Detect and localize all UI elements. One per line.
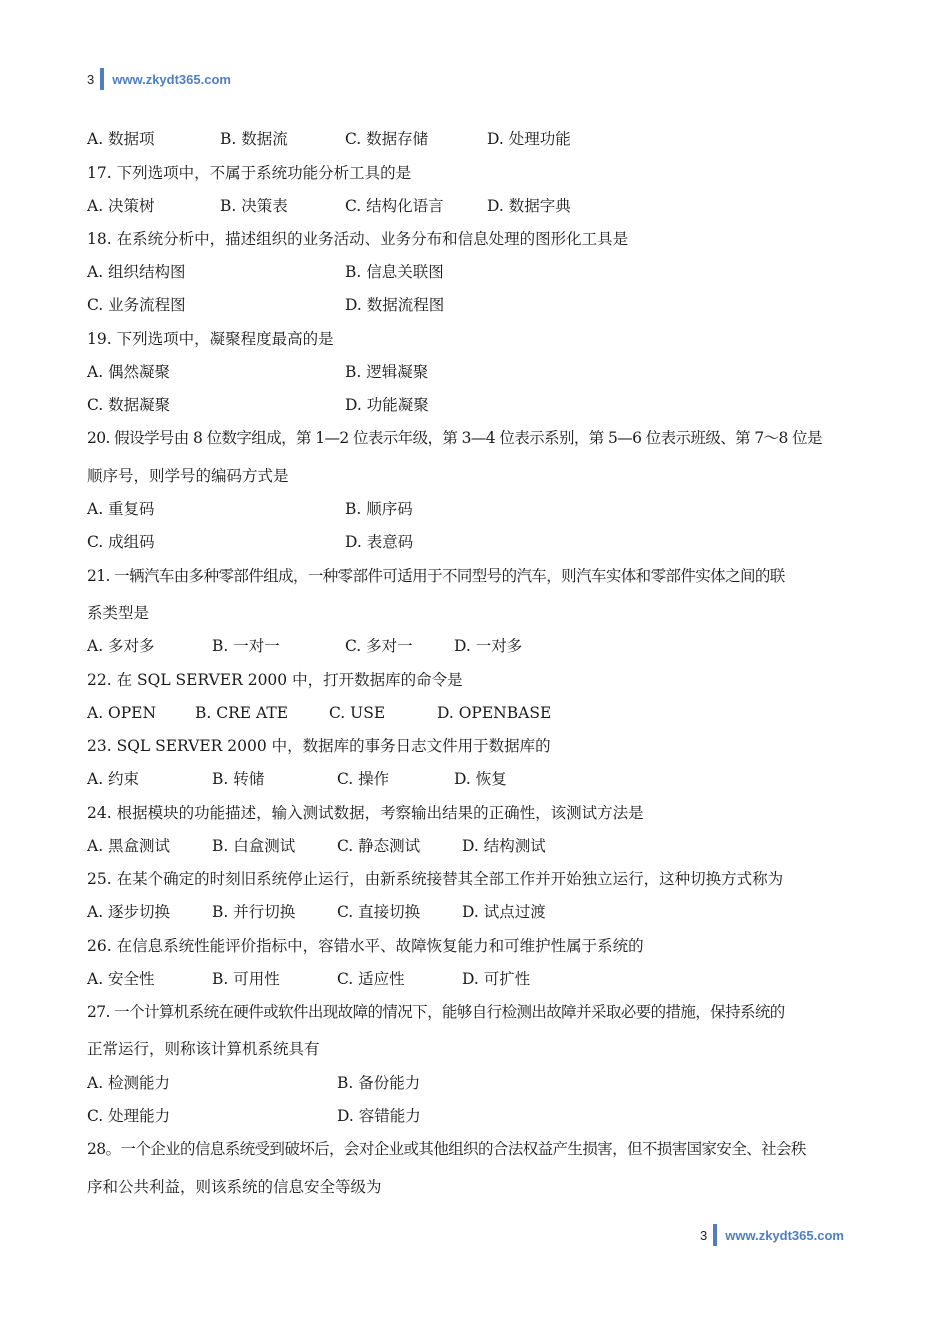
option-c: C. 数据凝聚 [87,396,171,414]
option-a: A. OPEN [87,704,157,722]
option-d: D. 可扩性 [462,970,531,988]
header-page-number: 3 [87,71,95,87]
option-a: A. 约束 [87,770,140,788]
option-b: B. 信息关联图 [345,263,444,281]
page-header [87,68,231,90]
option-a: A. 安全性 [87,970,155,988]
question-20-line2: 顺序号，则学号的编码方式是 [87,467,289,485]
option-d: D. 处理功能 [487,130,571,148]
option-c: C. 处理能力 [87,1107,171,1125]
option-b: B. 并行切换 [212,903,296,921]
option-c: C. 成组码 [87,533,155,551]
option-b: B. 数据流 [220,130,288,148]
option-d: D. 数据流程图 [345,296,445,314]
option-b: B. 逻辑凝聚 [345,363,429,381]
option-d: D. 结构测试 [462,837,546,855]
question-21-line1: 21. 一辆汽车由多种零部件组成，一种零部件可适用于不同型号的汽车，则汽车实体和零部件实体之间的联 [87,567,785,585]
option-a: A. 多对多 [87,637,155,655]
option-c: C. USE [329,704,386,722]
option-c: C. 多对一 [345,637,413,655]
question-22: 22. 在 SQL SERVER 2000 中，打开数据库的命令是 [87,671,463,689]
question-19: 19. 下列选项中，凝聚程度最高的是 [87,330,334,348]
question-20-line1: 20. 假设学号由 8 位数字组成，第 1—2 位表示年级，第 3—4 位表示系别，第 5—6 位表示班级、第 7～8 位是 [87,429,822,447]
option-a: A. 逐步切换 [87,903,171,921]
option-a: A. 决策树 [87,197,155,215]
question-26: 26. 在信息系统性能评价指标中，容错水平、故障恢复能力和可维护性属于系统的 [87,937,644,955]
option-b: B. 一对一 [212,637,280,655]
option-d: D. 容错能力 [337,1107,421,1125]
option-c: C. 结构化语言 [345,197,444,215]
footer-divider [713,1224,717,1246]
option-d: D. 一对多 [454,637,523,655]
option-a: A. 数据项 [87,130,155,148]
option-a: A. 重复码 [87,500,155,518]
footer-page-number: 3 [700,1227,708,1243]
option-b: B. 转储 [212,770,265,788]
option-d: D. OPENBASE [437,704,552,722]
header-divider [100,68,104,90]
question-21-line2: 系类型是 [87,604,150,622]
question-18: 18. 在系统分析中，描述组织的业务活动、业务分布和信息处理的图形化工具是 [87,230,629,248]
option-b: B. 可用性 [212,970,280,988]
question-17: 17. 下列选项中，不属于系统功能分析工具的是 [87,164,412,182]
option-c: C. 业务流程图 [87,296,186,314]
option-c: C. 适应性 [337,970,405,988]
option-c: C. 数据存储 [345,130,429,148]
option-c: C. 静态测试 [337,837,421,855]
option-b: B. 白盒测试 [212,837,296,855]
option-c: C. 操作 [337,770,390,788]
option-d: D. 功能凝聚 [345,396,429,414]
option-b: B. 顺序码 [345,500,413,518]
option-b: B. CRE ATE [195,704,289,722]
question-27-line1: 27. 一个计算机系统在硬件或软件出现故障的情况下，能够自行检测出故障并采取必要的措施，保持系统的 [87,1003,785,1021]
option-d: D. 数据字典 [487,197,571,215]
footer-url: www.zkydt365.com [725,1227,844,1243]
question-27-line2: 正常运行，则称该计算机系统具有 [87,1040,320,1058]
option-d: D. 表意码 [345,533,414,551]
option-d: D. 试点过渡 [462,903,546,921]
question-28-line1: 28。一个企业的信息系统受到破坏后，会对企业或其他组织的合法权益产生损害，但不损害国家安全、社会秩 [87,1140,806,1158]
option-c: C. 直接切换 [337,903,421,921]
header-url: www.zkydt365.com [112,71,231,87]
option-d: D. 恢复 [454,770,507,788]
option-a: A. 偶然凝聚 [87,363,171,381]
question-23: 23. SQL SERVER 2000 中，数据库的事务日志文件用于数据库的 [87,737,551,755]
question-24: 24. 根据模块的功能描述，输入测试数据，考察输出结果的正确性，该测试方法是 [87,804,644,822]
question-25: 25. 在某个确定的时刻旧系统停止运行，由新系统接替其全部工作并开始独立运行，这种切换方式称为 [87,870,784,888]
option-a: A. 检测能力 [87,1074,171,1092]
page-footer [700,1224,844,1246]
option-a: A. 组织结构图 [87,263,186,281]
option-b: B. 备份能力 [337,1074,421,1092]
option-b: B. 决策表 [220,197,288,215]
option-a: A. 黑盒测试 [87,837,171,855]
question-28-line2: 序和公共利益，则该系统的信息安全等级为 [87,1178,382,1196]
